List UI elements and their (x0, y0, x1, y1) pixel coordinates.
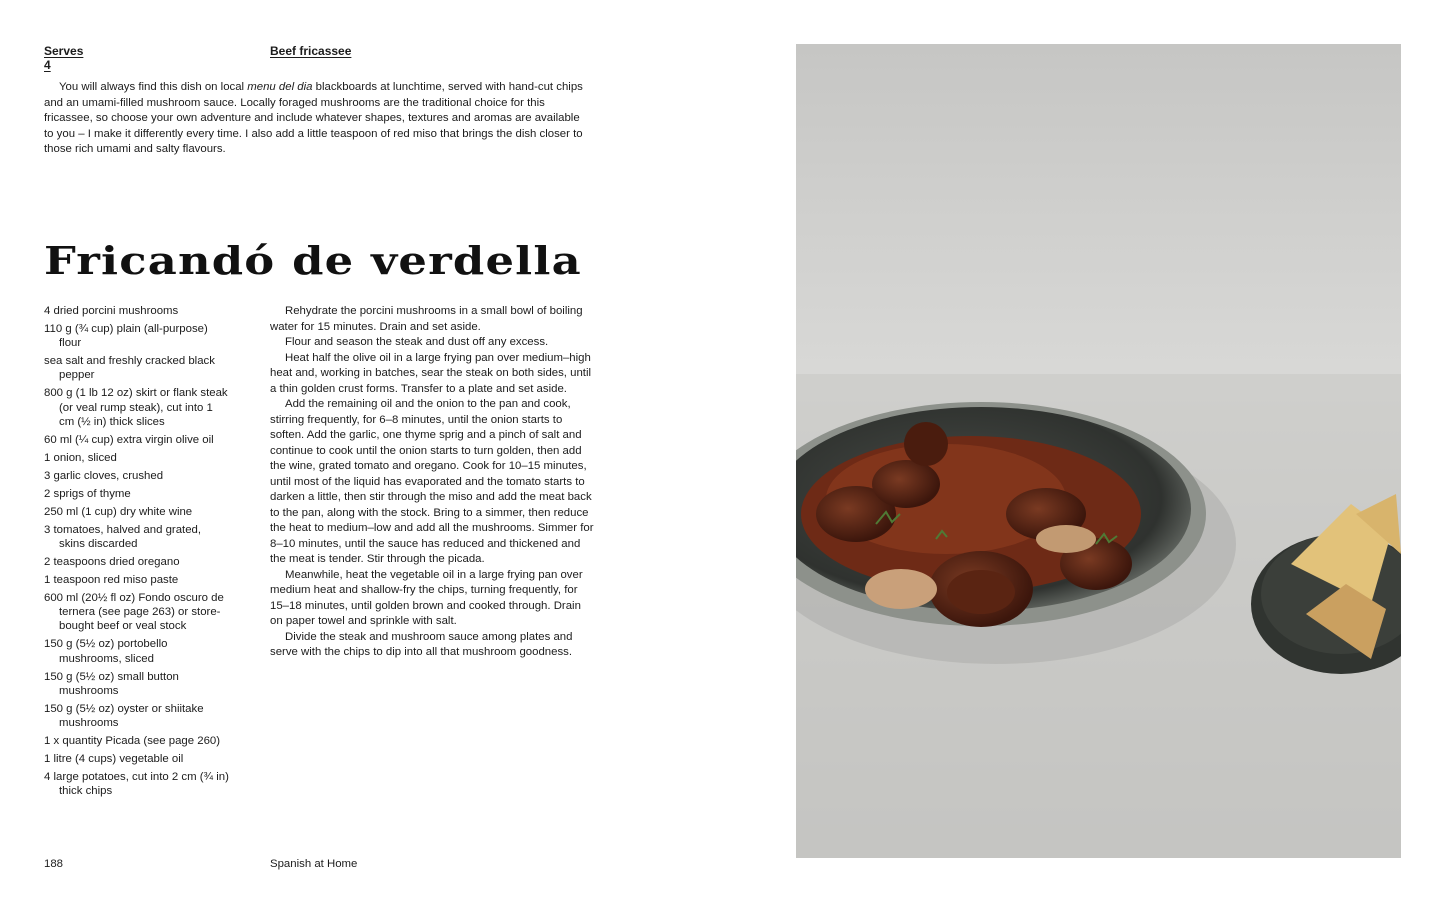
dish-photo-illustration (796, 44, 1401, 858)
ingredient-item: 150 g (5½ oz) portobello mushrooms, sliced (44, 638, 168, 665)
method-step: Divide the steak and mushroom sauce among plates and serve with the chips to dip into all that mushroom goodness. (270, 630, 573, 658)
ingredient-item: 2 teaspoons dried oregano (44, 556, 180, 569)
method-step: Flour and season the steak and dust off any excess. (285, 336, 549, 348)
page-number: 188 (44, 858, 64, 870)
recipe-title: Fricandó de verdella (44, 238, 582, 283)
ingredient-item: 150 g (5½ oz) oyster or shiitake mushrooms (44, 702, 204, 730)
ingredient-item: 1 onion, sliced (44, 451, 117, 464)
ingredient-item: 1 litre (4 cups) vegetable oil (44, 753, 184, 766)
ingredient-item: 3 tomatoes, halved and grated, skins discarded (44, 523, 202, 551)
method-step: Heat half the olive oil in a large frying pan over medium–high heat and, working in batches, sear the steak on both sides, until a thin golden crust forms. Transfer to a plate and set aside. (270, 351, 592, 395)
ingredient-item: 110 g (¾ cup) plain (all-purpose) flour (44, 323, 208, 350)
recipe-subtitle: Beef fricassee (270, 44, 352, 58)
intro-text-end: blackboards at lunchtime, served with hand-cut chips and an umami-filled mushroom sauce. Locally foraged mushrooms are the traditional choice for this fricassee, so choose your own adventure and include whatever shapes, textures and aromas are available to you – I make it differently every time. I also add a little teaspoon of red miso that brings the dish closer to those rich umami and salty flavours. (44, 81, 583, 156)
ingredient-item: sea salt and freshly cracked black pepper (44, 355, 215, 382)
intro-text-start: You will always find this dish on local (59, 81, 248, 93)
ingredient-item: 800 g (1 lb 12 oz) skirt or flank steak (or veal rump steak), cut into 1 cm (½ in) thick slices (44, 387, 228, 428)
ingredient-item: 60 ml (¼ cup) extra virgin olive oil (44, 433, 214, 446)
book-title: Spanish at Home (270, 858, 358, 870)
ingredient-item: 4 large potatoes, cut into 2 cm (¾ in) thick chips (44, 771, 229, 798)
ingredient-item: 4 dried porcini mushrooms (44, 305, 179, 317)
ingredient-item: 2 sprigs of thyme (44, 487, 131, 500)
intro-emphasis: menu del dia (247, 81, 313, 93)
ingredient-item: 150 g (5½ oz) small button mushrooms (44, 670, 179, 697)
ingredient-item: 3 garlic cloves, crushed (44, 469, 164, 482)
ingredient-item: 250 ml (1 cup) dry white wine (44, 505, 193, 518)
intro-paragraph (44, 80, 590, 158)
method-step: Meanwhile, heat the vegetable oil in a large frying pan over medium heat and shallow-fry the chips, turning frequently, for 15–18 minutes, until golden brown and cooked through. Drain on paper towel and sprinkle with salt. (270, 568, 583, 627)
ingredient-list (44, 304, 230, 802)
method-step: Rehydrate the porcini mushrooms in a small bowl of boiling water for 15 minutes. Drain and set aside. (270, 305, 583, 333)
dish-photo (796, 44, 1401, 858)
ingredient-item: 1 x quantity Picada (see page 260) (44, 735, 221, 748)
serves-label: Serves 4 (44, 44, 84, 72)
ingredient-item: 1 teaspoon red miso paste (44, 574, 179, 587)
method-steps (270, 304, 596, 661)
ingredient-item: 600 ml (20½ fl oz) Fondo oscuro de ternera (see page 263) or store-bought beef or veal stock (44, 592, 224, 633)
method-step: Add the remaining oil and the onion to the pan and cook, stirring frequently, for 6–8 minutes, until the onion starts to soften. Add the garlic, one thyme sprig and a pinch of salt and continue to cook until the onion starts to turn golden, then add the wine, grated tomato and oregano. Cook for 10–15 minutes, until most of the liquid has evaporated and the tomato starts to darken a little, then stir through the miso and add the meat back to the pan, along with the stock. Bring to a simmer, then reduce the heat to medium–low and add all the mushrooms. Simmer for 8–10 minutes, until the sauce has reduced and thickened and the meat is tender. Stir through the picada. (270, 398, 594, 565)
